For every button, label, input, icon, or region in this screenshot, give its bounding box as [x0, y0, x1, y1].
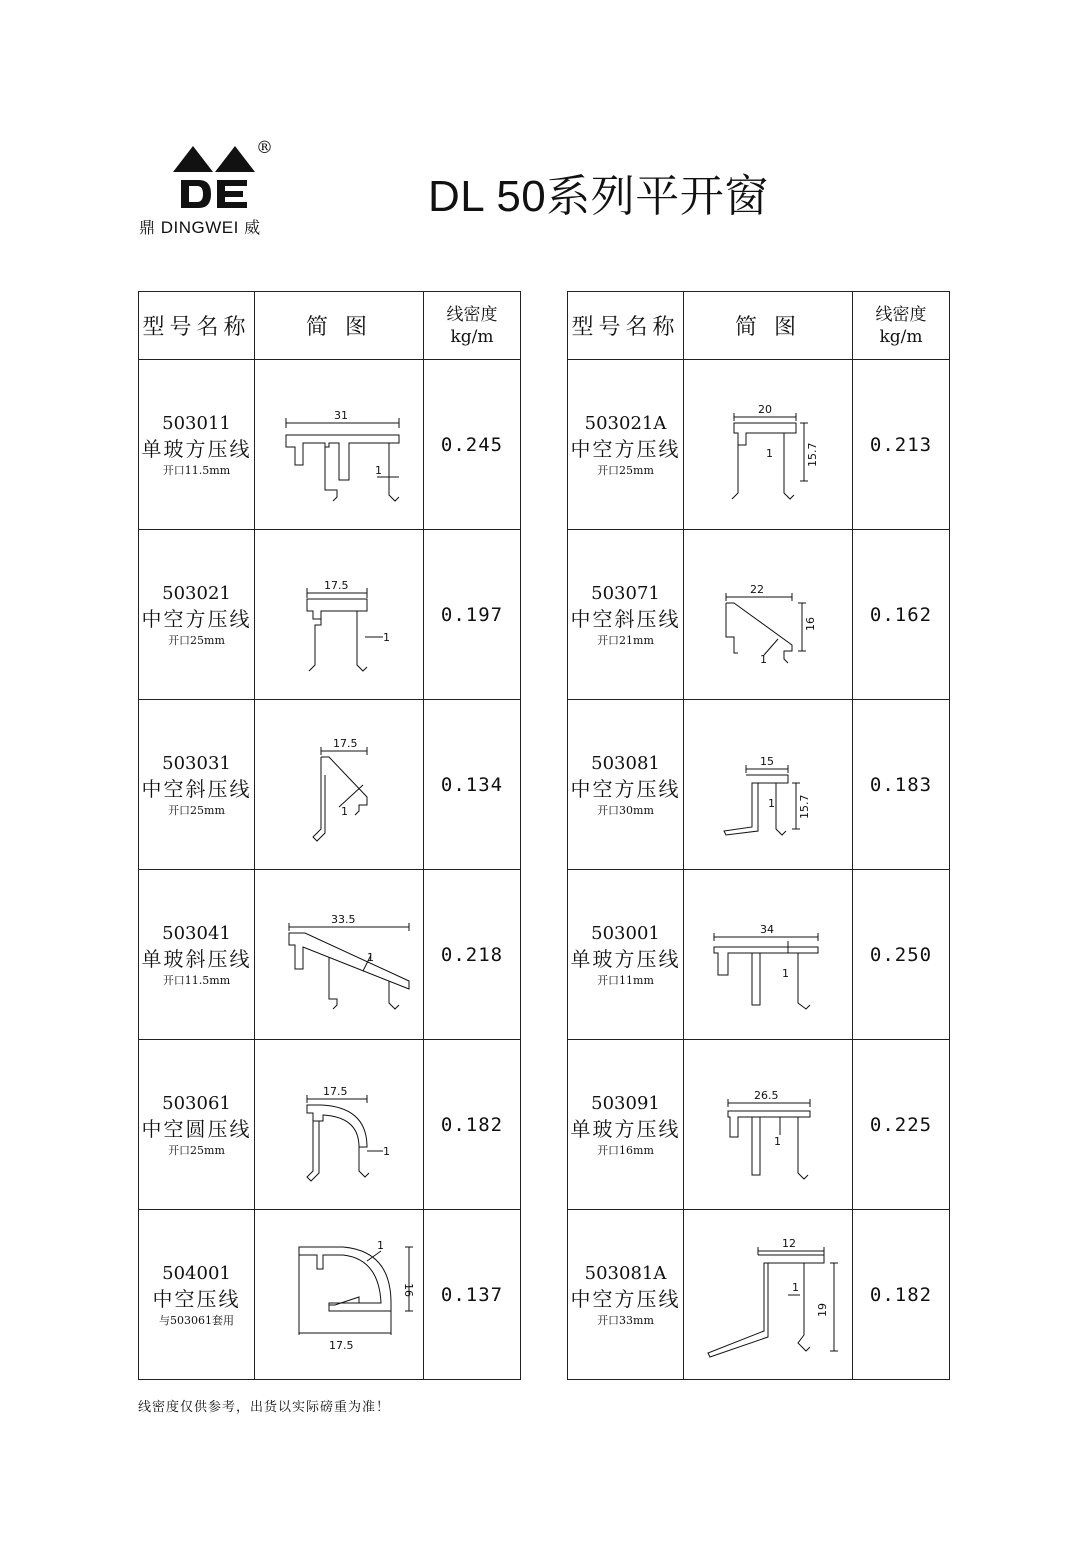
dim-label: 1 [768, 796, 775, 810]
profile-name: 中空斜压线 [141, 776, 252, 801]
table-row [139, 1210, 521, 1380]
density-value: 0.197 [440, 603, 504, 626]
density-cell [853, 700, 950, 870]
profile-drawing [259, 895, 419, 1015]
dim-label: 17.5 [323, 1084, 348, 1098]
profile-sketch [684, 360, 853, 530]
density-cell [424, 870, 521, 1040]
profile-name: 单玻斜压线 [141, 946, 252, 971]
density-value: 0.182 [440, 1113, 504, 1136]
table-row [568, 870, 950, 1040]
profile-name: 中空方压线 [570, 436, 681, 461]
dim-label: 16 [402, 1282, 415, 1297]
dim-label: 34 [760, 922, 774, 936]
dim-label: 17.5 [329, 1338, 354, 1352]
profile-code: 503081A [584, 1262, 667, 1284]
dim-label: 31 [334, 408, 348, 422]
profile-code: 503091 [591, 1092, 660, 1114]
profile-name-cell [139, 1210, 255, 1380]
profile-name-cell [139, 700, 255, 870]
profile-name: 中空方压线 [570, 1286, 681, 1311]
profile-table-right [567, 291, 950, 1380]
brand-name [139, 215, 261, 238]
table-row [139, 530, 521, 700]
profile-name: 单玻方压线 [141, 436, 252, 461]
density-value: 0.225 [869, 1113, 933, 1136]
profile-code: 503031 [162, 752, 231, 774]
profile-code: 503021 [162, 582, 231, 604]
profile-sketch [255, 1040, 424, 1210]
dim-label: 16 [804, 616, 817, 631]
footer-note: 线密度仅供参考，出货以实际磅重为准！ [138, 1400, 391, 1415]
profile-name-cell [568, 700, 684, 870]
dingwei-logo-mark-icon [171, 142, 257, 212]
dim-label: 12 [782, 1236, 796, 1250]
profile-code: 503071 [591, 582, 660, 604]
profile-name-cell [139, 360, 255, 530]
table-row [139, 1040, 521, 1210]
header-density-label: 线密度 [875, 304, 927, 325]
header-density-label: 线密度 [446, 304, 498, 325]
table-row [139, 360, 521, 530]
density-cell [424, 1040, 521, 1210]
density-value: 0.213 [869, 433, 933, 456]
profile-drawing [259, 555, 419, 675]
dim-label: 20 [758, 402, 772, 416]
header-sketch: 简 图 [684, 292, 853, 360]
dim-label: 1 [367, 950, 374, 964]
density-value: 0.218 [440, 943, 504, 966]
profile-drawing [688, 1065, 848, 1185]
page-title: DL 50系列平开窗 [428, 172, 769, 221]
header-density-unit: kg/m [450, 326, 494, 347]
dim-label: 15 [760, 754, 774, 768]
profile-sketch [255, 870, 424, 1040]
dim-label: 1 [341, 804, 348, 818]
profile-note: 开口25mm [168, 1143, 225, 1157]
header-density [424, 292, 521, 360]
profile-drawing [688, 725, 848, 845]
profile-drawing [259, 725, 419, 845]
dim-label: 22 [750, 582, 764, 596]
profile-name-cell [139, 1040, 255, 1210]
profile-code: 503021A [584, 412, 667, 434]
density-cell [424, 360, 521, 530]
profile-name-cell [568, 1210, 684, 1380]
profile-note: 开口11.5mm [162, 463, 231, 477]
profile-name-cell [568, 1040, 684, 1210]
profile-drawing [688, 895, 848, 1015]
header-name: 型号名称 [568, 292, 684, 360]
dim-label: 15.7 [806, 442, 819, 467]
dim-label: 1 [377, 1238, 384, 1252]
table-header-row [568, 292, 950, 360]
header-name: 型号名称 [139, 292, 255, 360]
density-value: 0.245 [440, 433, 504, 456]
profile-drawing [259, 1225, 419, 1365]
profile-code: 503011 [162, 412, 231, 434]
dim-label: 19 [816, 1302, 829, 1317]
profile-name-cell [568, 870, 684, 1040]
dim-label: 1 [766, 446, 773, 460]
density-cell [424, 530, 521, 700]
header-sketch: 简 图 [255, 292, 424, 360]
profile-note: 开口16mm [597, 1143, 654, 1157]
density-value: 0.182 [869, 1283, 933, 1306]
dim-label: 1 [383, 630, 390, 644]
brand-cn-right: 威 [244, 218, 261, 237]
density-cell [424, 700, 521, 870]
density-cell [853, 1210, 950, 1380]
dim-label: 17.5 [324, 578, 349, 592]
density-value: 0.134 [440, 773, 504, 796]
table-row [568, 1040, 950, 1210]
dim-label: 15.7 [798, 794, 811, 819]
profile-code: 503041 [162, 922, 231, 944]
table-row [568, 700, 950, 870]
header-density-unit: kg/m [879, 326, 923, 347]
profile-sketch [684, 530, 853, 700]
profile-sketch [255, 700, 424, 870]
profile-name: 中空方压线 [570, 776, 681, 801]
dim-label: 1 [383, 1144, 390, 1158]
profile-sketch [684, 1040, 853, 1210]
profile-name-cell [568, 360, 684, 530]
profile-note: 开口21mm [597, 633, 654, 647]
profile-code: 503061 [162, 1092, 231, 1114]
profile-drawing [259, 1065, 419, 1185]
profile-code: 503001 [591, 922, 660, 944]
profile-name: 中空方压线 [141, 606, 252, 631]
profile-name-cell [139, 870, 255, 1040]
profile-code: 504001 [162, 1262, 231, 1284]
profile-sketch [255, 360, 424, 530]
profile-sketch [684, 1210, 853, 1380]
profile-sketch [255, 1210, 424, 1380]
density-value: 0.183 [869, 773, 933, 796]
registered-mark: ® [256, 138, 273, 158]
table-row [139, 700, 521, 870]
profile-note: 开口25mm [597, 463, 654, 477]
profile-note: 开口25mm [168, 633, 225, 647]
dim-label: 26.5 [754, 1088, 779, 1102]
profile-name-cell [139, 530, 255, 700]
density-value: 0.137 [440, 1283, 504, 1306]
profile-name-cell [568, 530, 684, 700]
profile-drawing [688, 385, 848, 505]
profile-name: 中空压线 [152, 1286, 241, 1311]
header-density [853, 292, 950, 360]
dim-label: 1 [760, 652, 767, 666]
density-cell [424, 1210, 521, 1380]
profile-table-left [138, 291, 521, 1380]
profile-note: 开口11.5mm [162, 973, 231, 987]
dim-label: 17.5 [333, 736, 358, 750]
profile-note: 开口30mm [597, 803, 654, 817]
profile-note: 开口25mm [168, 803, 225, 817]
density-cell [853, 360, 950, 530]
profile-note: 开口33mm [597, 1313, 654, 1327]
profile-drawing [259, 385, 419, 505]
density-value: 0.250 [869, 943, 933, 966]
profile-drawing [688, 1225, 848, 1365]
profile-sketch [255, 530, 424, 700]
table-row [568, 360, 950, 530]
profile-note: 开口11mm [597, 973, 654, 987]
table-row [568, 530, 950, 700]
profile-name: 单玻方压线 [570, 1116, 681, 1141]
profile-sketch [684, 870, 853, 1040]
brand-en: DINGWEI [160, 218, 239, 237]
brand-cn-left: 鼎 [139, 218, 156, 237]
dim-label: 1 [792, 1280, 799, 1294]
density-cell [853, 530, 950, 700]
profile-sketch [684, 700, 853, 870]
profile-drawing [688, 555, 848, 675]
density-value: 0.162 [869, 603, 933, 626]
density-cell [853, 870, 950, 1040]
dim-label: 1 [774, 1134, 781, 1148]
dim-label: 1 [375, 463, 382, 477]
brand-logo [137, 138, 297, 243]
table-row [139, 870, 521, 1040]
density-cell [853, 1040, 950, 1210]
dim-label: 1 [782, 966, 789, 980]
table-row [568, 1210, 950, 1380]
profile-name: 中空斜压线 [570, 606, 681, 631]
profile-code: 503081 [591, 752, 660, 774]
profile-name: 中空圆压线 [141, 1116, 252, 1141]
profile-note: 与503061套用 [159, 1313, 234, 1327]
profile-name: 单玻方压线 [570, 946, 681, 971]
table-header-row [139, 292, 521, 360]
dim-label: 33.5 [331, 912, 356, 926]
